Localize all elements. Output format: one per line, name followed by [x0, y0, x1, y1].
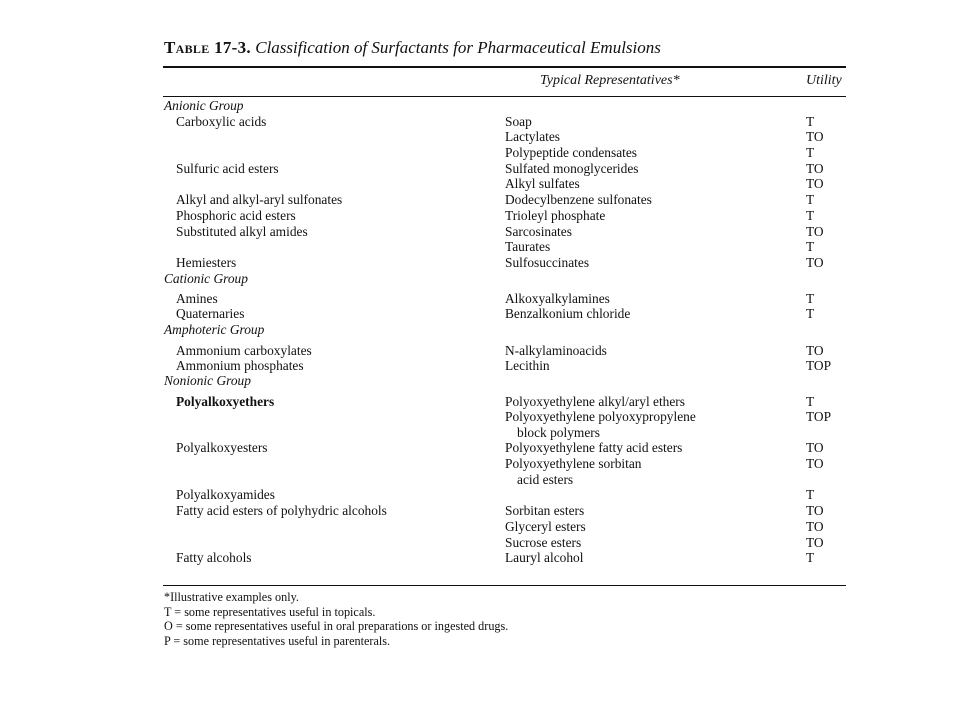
table-row — [0, 306, 960, 322]
utility-cell: TO — [806, 456, 824, 472]
table-top-rule — [163, 66, 846, 68]
table-row — [0, 519, 960, 535]
representative-cell: acid esters — [517, 471, 574, 487]
table-row — [0, 192, 960, 208]
representative-cell: Soap — [505, 113, 532, 129]
table-row — [0, 255, 960, 271]
utility-cell: T — [806, 113, 815, 129]
representative-cell: Lactylates — [505, 129, 561, 145]
classification-cell: Carboxylic acids — [176, 113, 267, 129]
table-caption: Classification of Surfactants for Pharmaceutical Emulsions — [255, 38, 661, 57]
representative-cell: Sulfosuccinates — [505, 254, 590, 270]
utility-cell: T — [806, 291, 815, 307]
group-label: Anionic Group — [164, 98, 244, 113]
table-label: Table 17-3. — [164, 38, 251, 57]
classification-cell: Fatty alcohols — [176, 550, 252, 566]
classification-cell: Ammonium carboxylates — [176, 342, 312, 358]
utility-cell: T — [806, 306, 815, 322]
representative-cell: Lauryl alcohol — [505, 550, 584, 566]
table-row — [0, 208, 960, 224]
table-header-rule — [163, 96, 846, 97]
table-group-row — [0, 271, 960, 287]
table-bottom-rule — [163, 585, 846, 586]
utility-cell: TO — [806, 176, 824, 192]
representative-cell: Sorbitan esters — [505, 503, 585, 519]
utility-cell: T — [806, 192, 815, 208]
footnote: T = some representatives useful in topicals. — [164, 604, 376, 619]
representative-cell: Glyceryl esters — [505, 518, 586, 534]
table-row — [0, 472, 960, 488]
utility-cell: TO — [806, 160, 824, 176]
representative-cell: Polypeptide condensates — [505, 145, 638, 161]
classification-cell: Quaternaries — [176, 306, 245, 322]
classification-cell: Alkyl and alkyl-aryl sulfonates — [176, 192, 343, 208]
classification-cell: Amines — [176, 291, 218, 307]
utility-cell: T — [806, 550, 815, 566]
table-row — [0, 503, 960, 519]
classification-cell: Substituted alkyl amides — [176, 223, 308, 239]
group-label: Amphoteric Group — [164, 321, 265, 337]
table-footnotes — [164, 590, 764, 648]
classification-cell: Polyalkoxyethers — [176, 394, 275, 409]
table-row — [0, 338, 960, 358]
table-row — [0, 456, 960, 472]
utility-cell: TOP — [806, 409, 832, 424]
representative-cell: Benzalkonium chloride — [505, 306, 631, 322]
classification-cell: Polyalkoxyamides — [176, 487, 275, 503]
table-row — [0, 409, 960, 425]
table-row — [0, 161, 960, 177]
classification-cell: Fatty acid esters of polyhydric alcohols — [176, 503, 387, 519]
table-group-row — [0, 98, 960, 114]
utility-cell: T — [806, 394, 815, 409]
utility-cell: T — [806, 487, 815, 503]
table-row — [0, 389, 960, 409]
representative-cell: Sarcosinates — [505, 223, 572, 239]
table-row — [0, 286, 960, 306]
table-row — [0, 535, 960, 551]
table-row — [0, 145, 960, 161]
table-row — [0, 550, 960, 566]
column-header-representatives: Typical Representatives* — [540, 73, 680, 88]
representative-cell: Sulfated monoglycerides — [505, 160, 639, 176]
footnote: O = some representatives useful in oral preparations or ingested drugs. — [164, 619, 509, 633]
utility-cell: TO — [806, 518, 824, 534]
table-row — [0, 425, 960, 441]
utility-cell: TO — [806, 254, 824, 270]
table-group-row — [0, 373, 960, 389]
table-title — [164, 38, 864, 58]
classification-cell: Ammonium phosphates — [176, 357, 304, 373]
utility-cell: TOP — [806, 357, 832, 373]
classification-cell: Phosphoric acid esters — [176, 207, 296, 223]
table-row — [0, 114, 960, 130]
representative-cell: Dodecylbenzene sulfonates — [505, 192, 652, 208]
table-row — [0, 129, 960, 145]
table-body — [0, 98, 960, 566]
group-label: Cationic Group — [164, 270, 248, 286]
footnote: *Illustrative examples only. — [164, 590, 299, 604]
utility-cell: TO — [806, 534, 824, 550]
representative-cell: Polyoxyethylene alkyl/aryl ethers — [505, 394, 685, 409]
representative-cell: block polymers — [517, 424, 600, 440]
representative-cell: Polyoxyethylene fatty acid esters — [505, 440, 683, 456]
representative-cell: Sucrose esters — [505, 534, 582, 550]
group-label: Nonionic Group — [164, 373, 251, 389]
utility-cell: T — [806, 207, 815, 223]
utility-cell: TO — [806, 223, 824, 239]
utility-cell: TO — [806, 440, 824, 456]
table-row — [0, 487, 960, 503]
utility-cell: TO — [806, 503, 824, 519]
table-row — [0, 358, 960, 374]
representative-cell: Polyoxyethylene polyoxypropylene — [505, 409, 696, 424]
utility-cell: T — [806, 239, 815, 255]
utility-cell: T — [806, 145, 815, 161]
table-row — [0, 239, 960, 255]
utility-cell: TO — [806, 129, 824, 145]
classification-cell: Sulfuric acid esters — [176, 160, 279, 176]
column-header-utility: Utility — [806, 73, 842, 88]
table-row — [0, 440, 960, 456]
classification-cell: Hemiesters — [176, 254, 237, 270]
representative-cell: N-alkylaminoacids — [505, 342, 607, 358]
classification-cell: Polyalkoxyesters — [176, 440, 268, 456]
representative-cell: Lecithin — [505, 357, 550, 373]
representative-cell: Alkyl sulfates — [505, 176, 580, 192]
representative-cell: Taurates — [505, 239, 551, 255]
representative-cell: Trioleyl phosphate — [505, 207, 606, 223]
representative-cell: Alkoxyalkylamines — [505, 291, 610, 307]
footnote: P = some representatives useful in parenterals. — [164, 633, 391, 648]
representative-cell: Polyoxyethylene sorbitan — [505, 456, 642, 472]
table-row — [0, 176, 960, 192]
table-group-row — [0, 322, 960, 338]
table-row — [0, 224, 960, 240]
utility-cell: TO — [806, 342, 824, 358]
